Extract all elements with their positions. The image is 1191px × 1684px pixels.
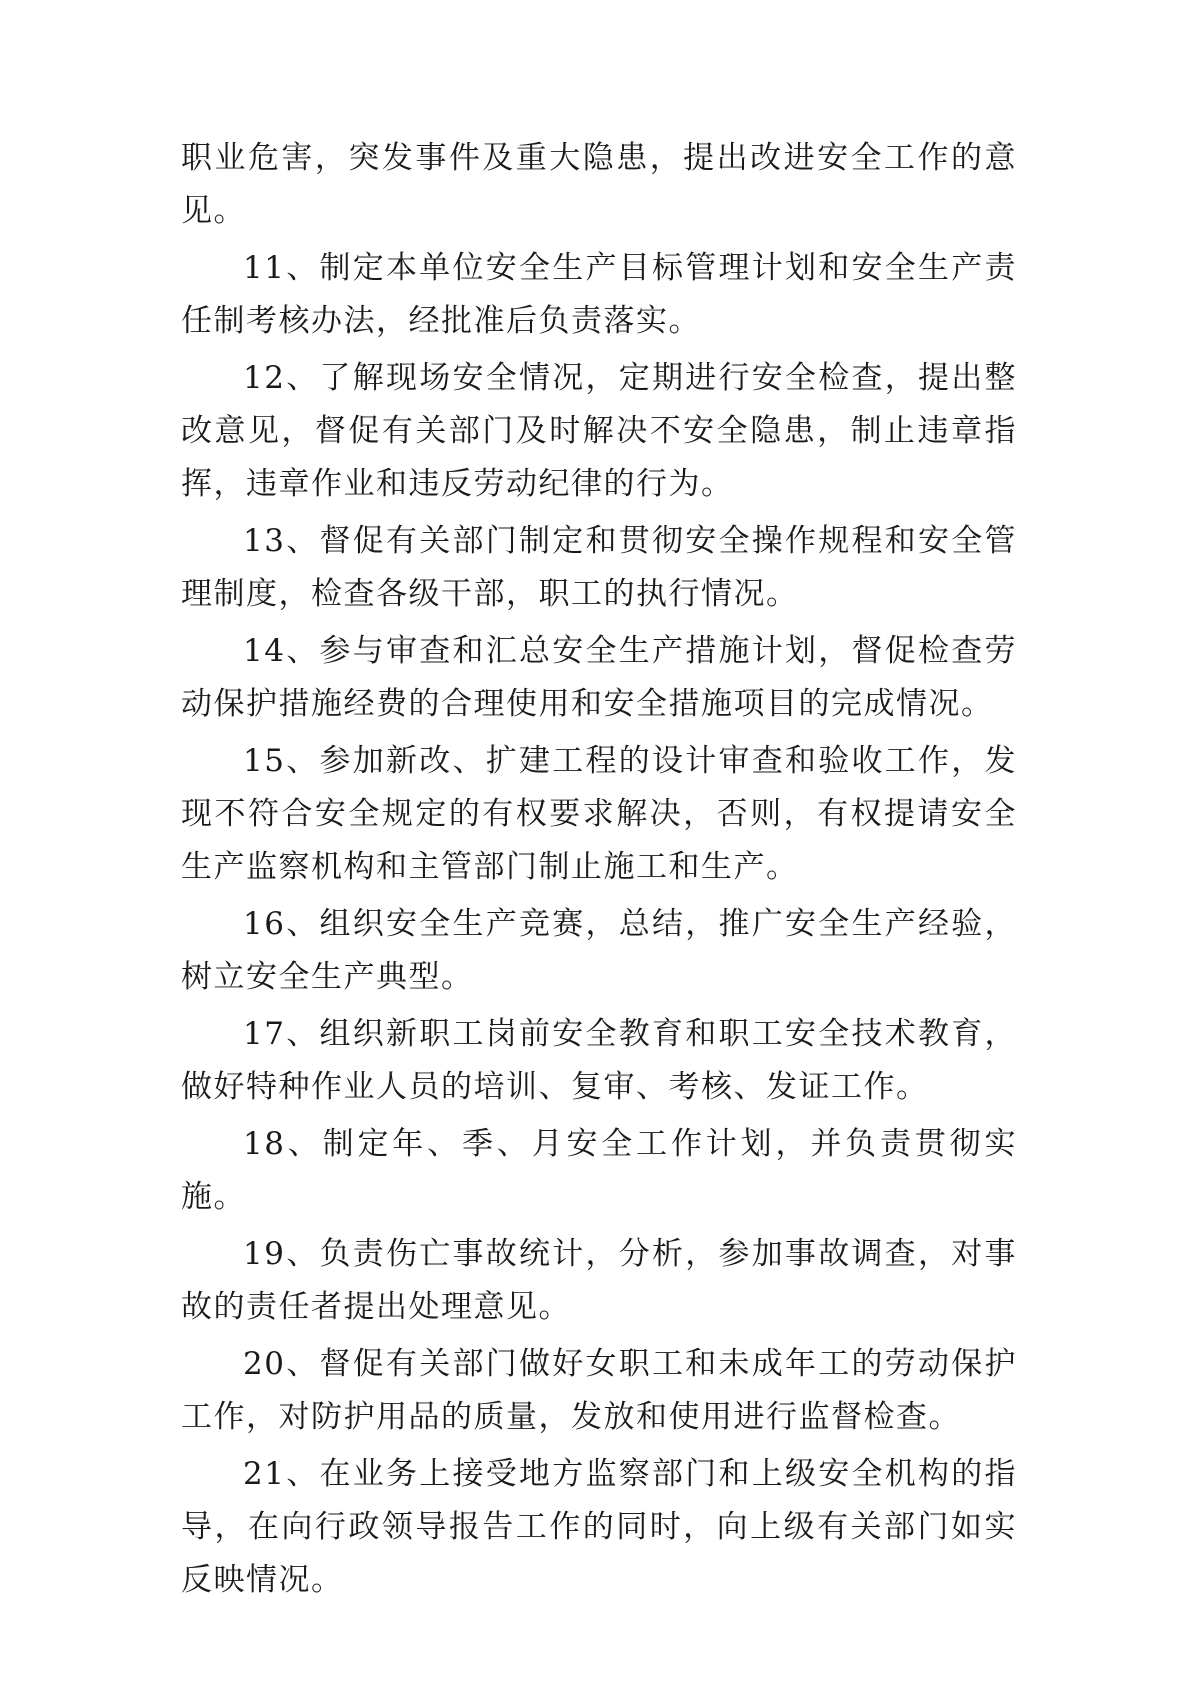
paragraph-14: 14、参与审查和汇总安全生产措施计划，督促检查劳动保护措施经费的合理使用和安全措施项目的完成情况。 [181,633,1017,722]
paragraph-13: 13、督促有关部门制定和贯彻安全操作规程和安全管理制度，检查各级干部，职工的执行情况。 [181,523,1017,612]
paragraph-18: 18、制定年、季、月安全工作计划，并负责贯彻实施。 [181,1126,1017,1215]
paragraph-15: 15、参加新改、扩建工程的设计审查和验收工作，发现不符合安全规定的有权要求解决，否则，有权提请安全生产监察机构和主管部门制止施工和生产。 [181,743,1017,885]
paragraph-11: 11、制定本单位安全生产目标管理计划和安全生产责任制考核办法，经批准后负责落实。 [181,250,1017,339]
paragraph-17: 17、组织新职工岗前安全教育和职工安全技术教育，做好特种作业人员的培训、复审、考核、发证工作。 [181,1016,1017,1105]
document-page [181,132,1017,1611]
paragraph-19: 19、负责伤亡事故统计，分析，参加事故调查，对事故的责任者提出处理意见。 [181,1236,1017,1325]
paragraph-21: 21、在业务上接受地方监察部门和上级安全机构的指导，在向行政领导报告工作的同时，向上级有关部门如实反映情况。 [181,1456,1017,1598]
paragraph-20: 20、督促有关部门做好女职工和未成年工的劳动保护工作，对防护用品的质量，发放和使用进行监督检查。 [181,1346,1017,1435]
paragraph-12: 12、了解现场安全情况，定期进行安全检查，提出整改意见，督促有关部门及时解决不安全隐患，制止违章指挥，违章作业和违反劳动纪律的行为。 [181,360,1017,502]
paragraph-16: 16、组织安全生产竞赛，总结，推广安全生产经验，树立安全生产典型。 [181,906,1017,995]
paragraph-10-continuation: 职业危害，突发事件及重大隐患，提出改进安全工作的意见。 [181,140,1017,229]
